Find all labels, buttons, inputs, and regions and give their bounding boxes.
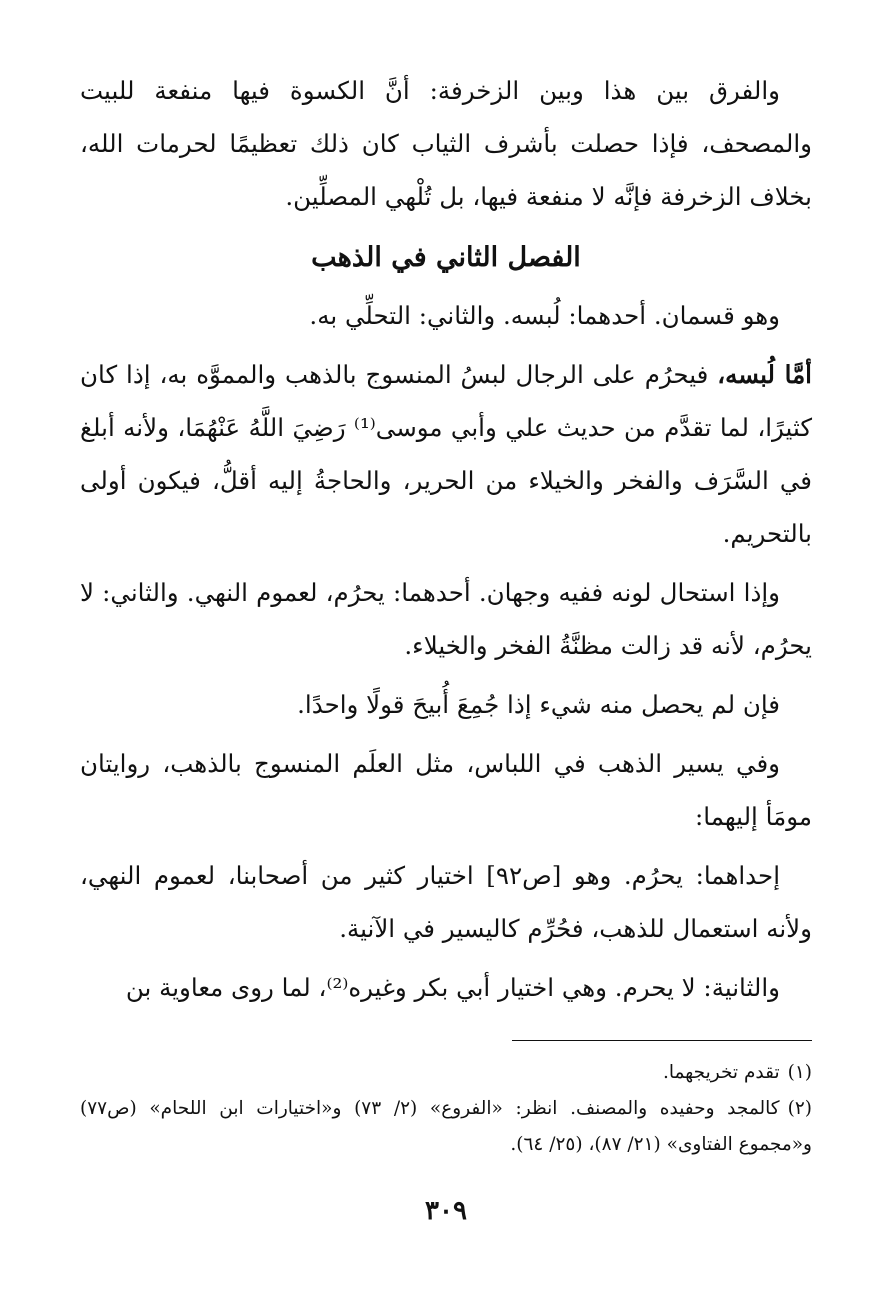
- footnote-text: تقدم تخريجهما.: [662, 1062, 780, 1083]
- footnote-number: (١): [787, 1062, 812, 1083]
- footnote-2: [80, 1091, 812, 1163]
- footnote-divider: [512, 1040, 812, 1041]
- paragraph-color-changed: وإذا استحال لونه ففيه وجهان. أحدهما: يحرُم، لعموم النهي. والثاني: لا يحرُم، لأنه قد زالت مظنَّةُ الفخر والخيلاء.: [80, 578, 812, 660]
- paragraph-wearing-gold-text: فيحرُم على الرجال لبسُ المنسوج بالذهب والمموَّه به، إذا كان كثيرًا، لما تقدَّم من حديث علي وأبي موسى⁽¹⁾ رَضِيَ اللَّهُ عَنْهُمَا، ولأنه أبلغ في السَّرَف والفخر والخيلاء من الحرير، والحاجةُ إليه أقلُّ، فيكون أولى بالتحريم.: [80, 360, 812, 548]
- paragraph-decoration-difference: والفرق بين هذا وبين الزخرفة: أنَّ الكسوة فيها منفعة للبيت والمصحف، فإذا حصلت بأشرف الثياب كان ذلك تعظيمًا لحرمات الله، بخلاف الزخرفة فإنَّه لا منفعة فيها، بل تُلْهي المصلِّين.: [80, 76, 812, 211]
- paragraph-first-narration: إحداهما: يحرُم. وهو [ص٩٢] اختيار كثير من أصحابنا، لعموم النهي، ولأنه استعمال للذهب، فحُرِّم كاليسير في الآنية.: [80, 861, 812, 943]
- footnotes: [80, 1040, 812, 1163]
- footnote-number: (٢): [787, 1098, 812, 1119]
- paragraph-small-gold: وفي يسير الذهب في اللباس، مثل العلَم المنسوج بالذهب، روايتان مومَأ إليهما:: [80, 749, 812, 831]
- paragraph-nothing-obtained: فإن لم يحصل منه شيء إذا جُمِعَ أُبيحَ قولًا واحدًا.: [297, 690, 780, 719]
- paragraph-two-kinds: وهو قسمان. أحدهما: لُبسه. والثاني: التحلِّي به.: [309, 301, 780, 330]
- paragraph-second-narration: والثانية: لا يحرم. وهي اختيار أبي بكر وغيره⁽²⁾، لما روى معاوية بن: [125, 973, 780, 1002]
- section-heading: الفصل الثاني في الذهب: [311, 242, 581, 273]
- page-number: ٣٠٩: [425, 1196, 467, 1226]
- paragraph-wearing-gold: [80, 348, 812, 560]
- paragraph-lead: أمَّا لُبسه،: [717, 360, 812, 389]
- footnote-text: كالمجد وحفيده والمصنف. انظر: «الفروع» (٢/ ٧٣) و«اختيارات ابن اللحام» (ص٧٧) و«مجموع الفتاوى» (٢١/ ٨٧)، (٢٥/ ٦٤).: [80, 1098, 812, 1155]
- footnote-1: [80, 1055, 812, 1091]
